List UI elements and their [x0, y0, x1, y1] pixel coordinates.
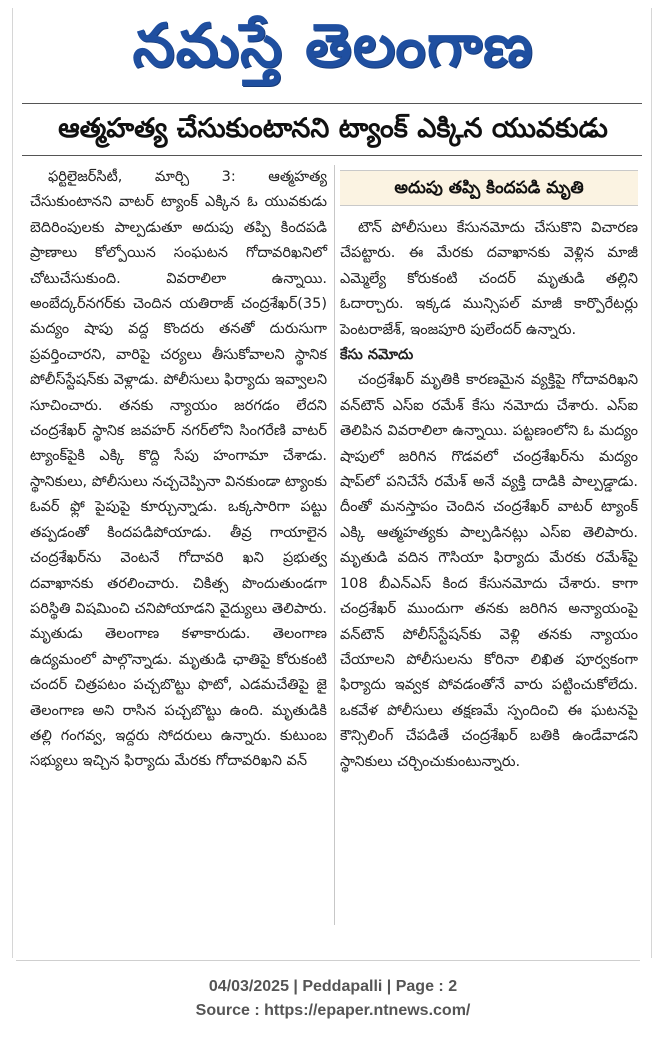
headline-top-rule	[22, 103, 642, 104]
footer-date-edition-page: 04/03/2025 | Peddapalli | Page : 2	[208, 978, 458, 995]
article-left-column	[30, 165, 327, 945]
article-right-column	[340, 170, 638, 950]
left-column-paragraph: ఫర్టిలైజర్‌సిటీ, మార్చి 3: ఆత్మహత్య చేసుకుంటానని వాటర్ ట్యాంక్ ఎక్కిన ఓ యువకుడు బెదిరింపులకు పాల్పడుతూ అదుపు తప్పి కిందపడి ప్రాణాలు కోల్పోయిన సంఘటన గోదావరిఖనిలో చోటుచేసుకుంది. వివరాలిలా ఉన్నాయి. అంబేద్కర్‌నగర్‌కు చెందిన యతిరాజ్ చంద్రశేఖర్(35) మద్యం షాపు వద్ద కొందరు తనతో దురుసుగా ప్రవర్తించారని, వారిపై చర్యలు తీసుకోవాలని స్థానిక పోలీస్‌స్టేషన్‌కు వెళ్లాడు. పోలీసులు ఫిర్యాదు ఇవ్వాలని సూచించారు. తనకు న్యాయం జరగడం లేదని చంద్రశేఖర్ స్థానిక జవహర్ నగర్‌లోని సింగరేణి వాటర్ ట్యాంక్‌పైకి ఎక్కి కొద్ది సేపు హంగామా చేశాడు. స్థానికులు, పోలీసులు నచ్చచెప్పినా వినకుండా ట్యాంకు ఓవర్ ఫ్లో పైపుపై కూర్చున్నాడు. ఒక్కసారిగా పట్టు తప్పడంతో కిందపడిపోయాడు. తీవ్ర గాయాలైన చంద్రశేఖర్‌ను వెంటనే గోదావరి ఖని ప్రభుత్వ దవాఖానకు తరలించారు. చికిత్స పొందుతుండగా పరిస్థితి విషమించి చనిపోయాడని వైద్యులు తెలిపారు. మృతుడు తెలంగాణ కళాకారుడు. తెలంగాణ ఉద్యమంలో పాల్గొన్నాడు. మృతుడి ఛాతిపై కోరుకంటి చందర్ చిత్రపటం పచ్చబొట్టు ఫొటో, ఎడమచేతిపై జై తెలంగాణ అని రాసిన పచ్చబొట్టు ఉంది. మృతుడికి తల్లి గంగవ్వ, ఇద్దరు సోదరులు ఉన్నారు. కుటుంబ సభ్యులు ఇచ్చిన ఫిర్యాదు మేరకు గోదావరిఖని వన్	[30, 169, 327, 770]
newspaper-masthead: నమస్తే తెలంగాణ	[132, 11, 534, 81]
article-subhead: అదుపు తప్పి కిందపడి మృతి	[340, 170, 638, 206]
article-headline: ఆత్మహత్య చేసుకుంటానని ట్యాంక్ ఎక్కిన యువకుడు	[58, 113, 608, 144]
headline-bottom-rule	[22, 155, 642, 156]
right-column-lead: టౌన్ పోలీసులు కేసునమోదు చేసుకొని విచారణ చేపట్టారు. ఈ మేరకు దవాఖానకు వెళ్లిన మాజీ ఎమ్మెల్యే కోరుకంటి చందర్ మృతుడి తల్లిని ఓదార్చారు. ఇక్కడ మున్సిపల్ మాజీ కార్పొరేటర్లు పెంటరాజేశ్, ఇంజపూరి పులేందర్ ఉన్నారు.	[340, 220, 638, 338]
footer-rule	[16, 960, 640, 961]
footer-source-link[interactable]: Source : https://epaper.ntnews.com/	[195, 1002, 471, 1019]
right-column-body: చంద్రశేఖర్ మృతికి కారణమైన వ్యక్తిపై గోదావరిఖని వన్‌టౌన్ ఎస్‌ఐ రమేశ్ కేసు నమోదు చేశారు. ఎస్‌ఐ తెలిపిన వివరాలిలా ఉన్నాయి. పట్టణంలోని ఓ మద్యం షాపులో జరిగిన గొడవలో చంద్రశేఖర్‌ను మద్యం షాప్‌లో పనిచేసే రమేశ్ అనే వ్యక్తి దాడికి పాల్పడ్డాడు. దీంతో మనస్తాపం చెందిన చంద్రశేఖర్ వాటర్ ట్యాంక్ ఎక్కి ఆత్మహత్యకు పాల్పడినట్లు ఎస్‌ఐ తెలిపారు. మృతుడి వదిన గౌసియా ఫిర్యాదు మేరకు రమేశ్‌పై 108 బీఎన్‌ఎస్ కింద కేసునమోదు చేశారు. కాగా చంద్రశేఖర్ ముందుగా తనకు జరిగిన అన్యాయంపై వన్‌టౌన్ పోలీస్‌స్టేషన్‌కు వెళ్లి తనకు న్యాయం చేయాలని పోలీసులను కోరినా లిఖిత పూర్వకంగా ఫిర్యాదు ఇవ్వక పోవడంతోనే వారు పట్టించుకోలేదు. ఒకవేళ పోలీసులు తక్షణమే స్పందించి ఈ ఘటనపై కౌన్సిలింగ్ చేపడితే చంద్రశేఖర్ బతికి ఉండేవాడని స్థానికులు చర్చించుకుంటున్నారు.	[340, 372, 638, 770]
crosshead-case-registered: కేసు నమోదు	[340, 347, 414, 364]
